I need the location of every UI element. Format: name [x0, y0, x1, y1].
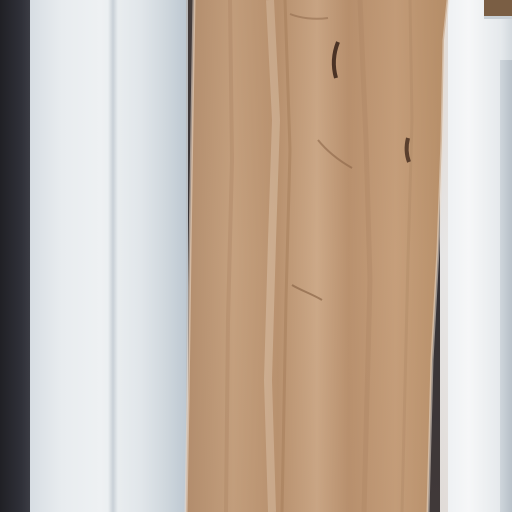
plank-shading	[186, 0, 448, 512]
